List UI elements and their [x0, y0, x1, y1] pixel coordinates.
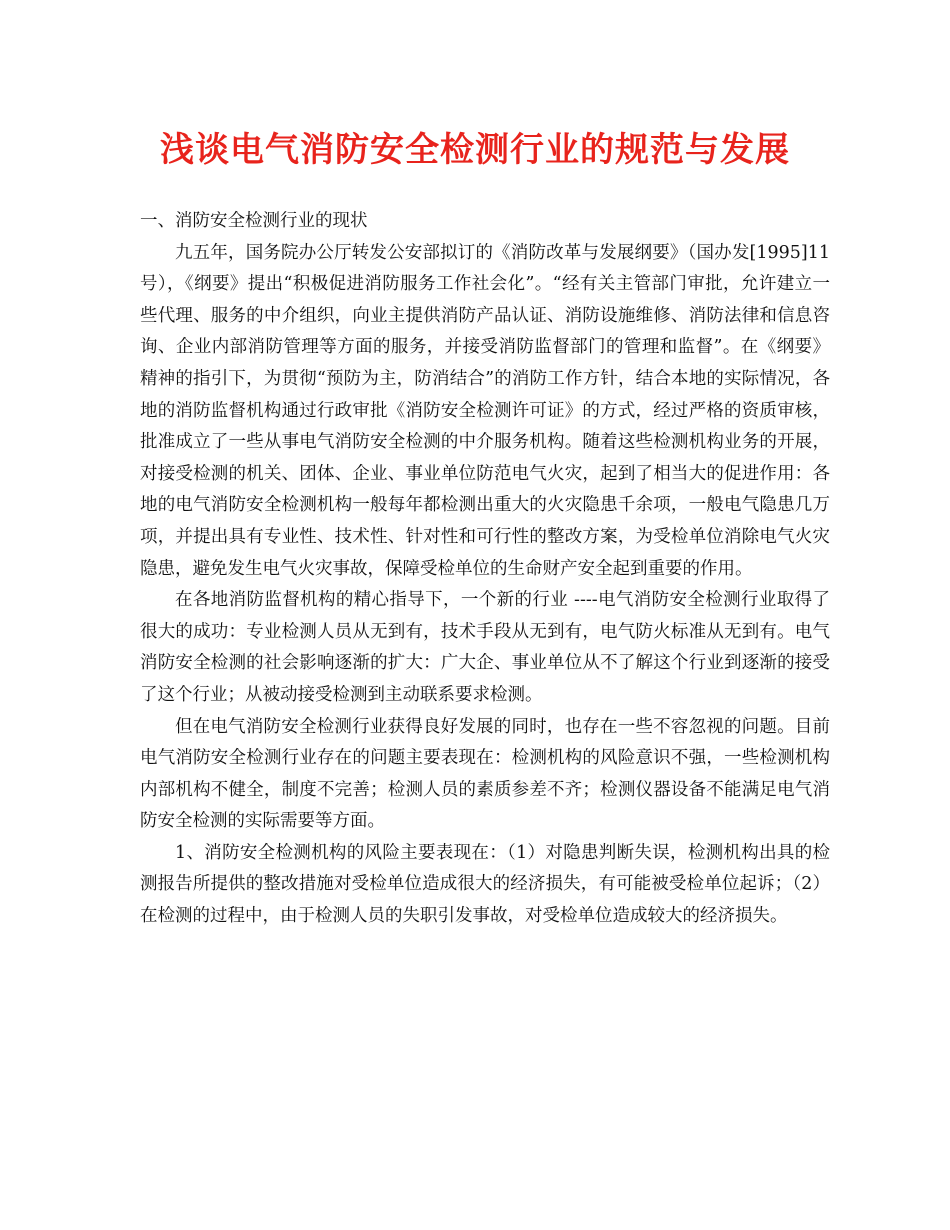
document-title: 浅谈电气消防安全检测行业的规范与发展 [160, 130, 790, 170]
paragraph-1: 九五年，国务院办公厅转发公安部拟订的《消防改革与发展纲要》（国办发[1995]11号），《纲要》提出“积极促进消防服务工作社会化”。“经有关主管部门审批，允许建立一些代理、服务的中介组织，向业主提供消防产品认证、消防设施维修、消防法律和信息咨询、企业内部消防管理等方面的服务，并接受消防监督部门的管理和监督”。在《纲要》精神的指引下，为贯彻“预防为主，防消结合”的消防工作方针，结合本地的实际情况，各地的消防监督机构通过行政审批《消防安全检测许可证》的方式，经过严格的资质审核，批准成立了一些从事电气消防安全检测的中介服务机构。随着这些检测机构业务的开展，对接受检测的机关、团体、企业、事业单位防范电气火灾，起到了相当大的促进作用：各地的电气消防安全检测机构一般每年都检测出重大的火灾隐患千余项，一般电气隐患几万项，并提出具有专业性、技术性、针对性和可行性的整改方案，为受检单位消除电气火灾隐患，避免发生电气火灾事故，保障受检单位的生命财产安全起到重要的作用。 [140, 242, 830, 579]
document-body [140, 206, 830, 933]
paragraph-2: 在各地消防监督机构的精心指导下，一个新的行业 ----电气消防安全检测行业取得了很大的成功：专业检测人员从无到有，技术手段从无到有，电气防火标准从无到有。电气消防安全检测的社会影响逐渐的扩大：广大企、事业单位从不了解这个行业到逐渐的接受了这个行业；从被动接受检测到主动联系要求检测。 [140, 590, 830, 705]
paragraph-4: 1、消防安全检测机构的风险主要表现在：（1）对隐患判断失误，检测机构出具的检测报告所提供的整改措施对受检单位造成很大的经济损失，有可能被受检单位起诉；（2）在检测的过程中，由于检测人员的失职引发事故，对受检单位造成较大的经济损失。 [140, 842, 830, 927]
section-heading: 一、消防安全检测行业的现状 [140, 211, 368, 231]
paragraph-3: 但在电气消防安全检测行业获得良好发展的同时，也存在一些不容忽视的问题。目前电气消防安全检测行业存在的问题主要表现在：检测机构的风险意识不强，一些检测机构内部机构不健全，制度不完善；检测人员的素质参差不齐；检测仪器设备不能满足电气消防安全检测的实际需要等方面。 [140, 716, 830, 832]
